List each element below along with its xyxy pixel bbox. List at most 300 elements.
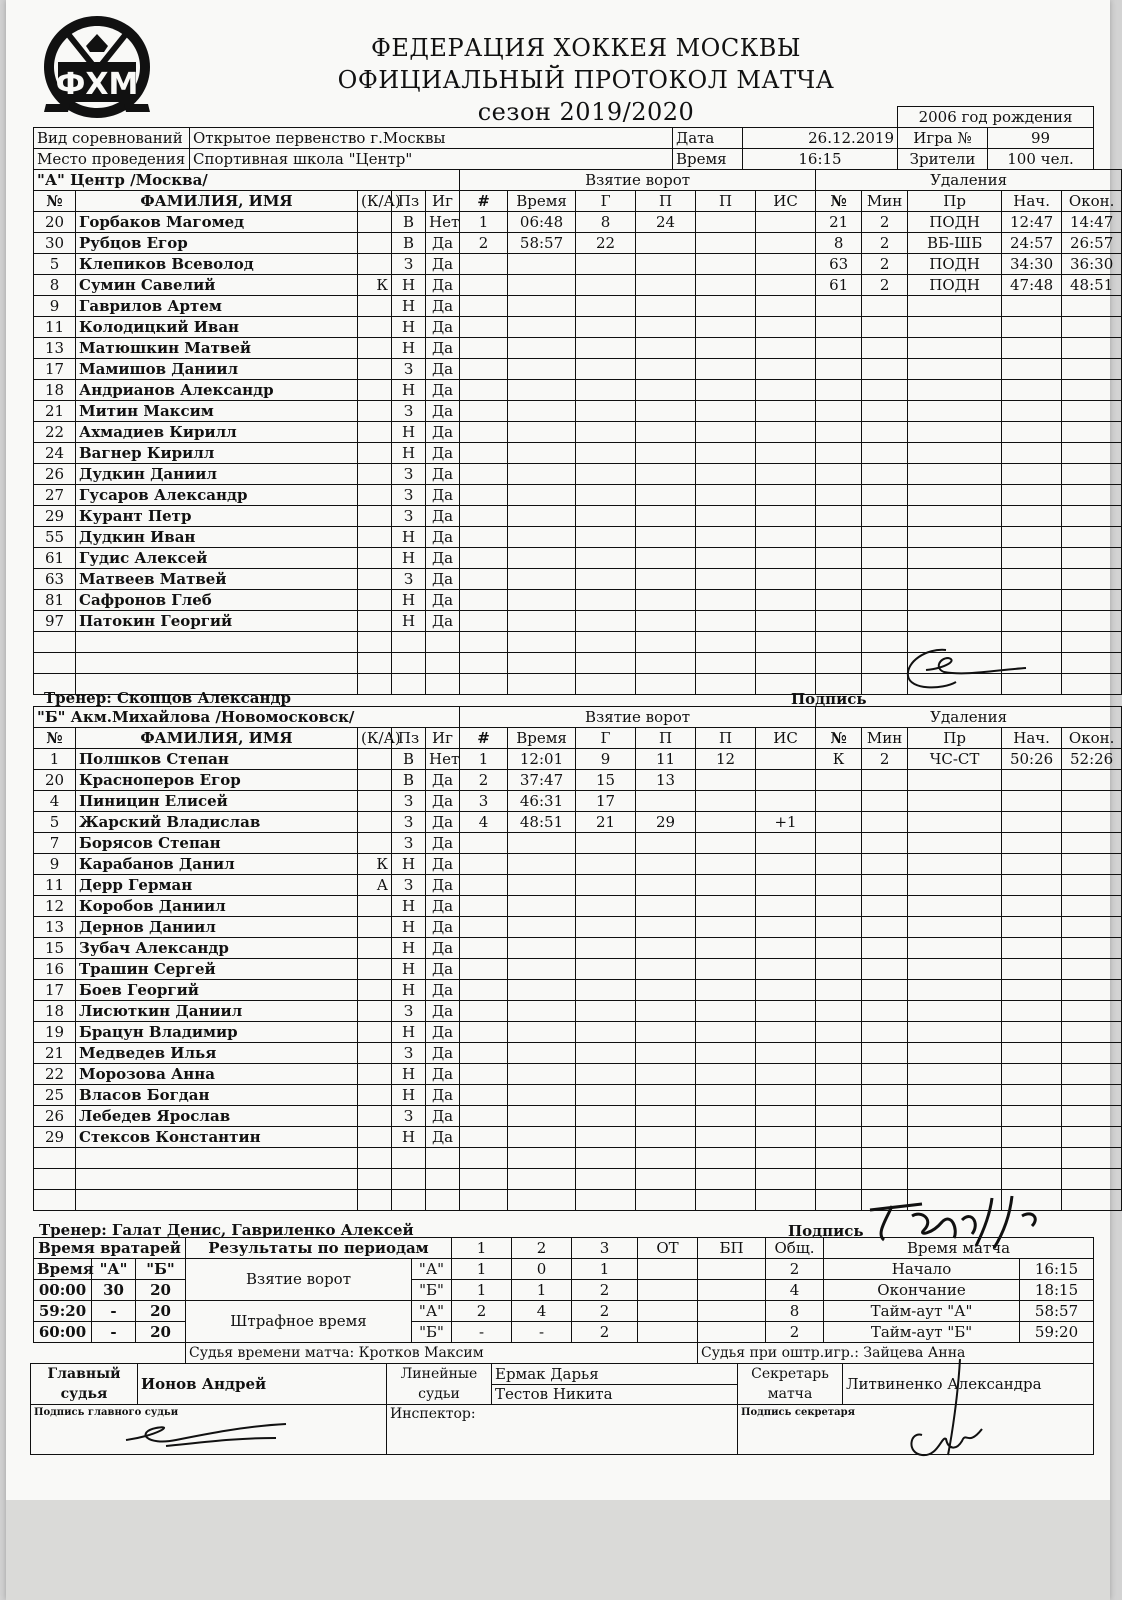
player-name: Лисюткин Даниил xyxy=(76,1001,358,1022)
penalty-reason xyxy=(908,1043,1002,1064)
penalty-player xyxy=(816,317,862,338)
goal-scorer xyxy=(576,896,636,917)
penalty-end xyxy=(1062,674,1122,695)
goal-assist-2 xyxy=(696,569,756,590)
player-name: Брацун Владимир xyxy=(76,1022,358,1043)
player-number: 13 xyxy=(34,338,76,359)
penalty-reason xyxy=(908,464,1002,485)
gk-b-header: "Б" xyxy=(136,1259,186,1280)
player-role xyxy=(358,1085,392,1106)
penalty-reason xyxy=(908,791,1002,812)
penalty-reason xyxy=(908,1001,1002,1022)
goal-assist-2 xyxy=(696,254,756,275)
goal-time xyxy=(508,959,576,980)
goal-situation: +1 xyxy=(756,812,816,833)
goal-assist-2 xyxy=(696,233,756,254)
team-a-name: "А" Центр /Москва/ xyxy=(34,170,460,191)
goal-assist-1 xyxy=(636,959,696,980)
goal-number xyxy=(460,317,508,338)
table-row xyxy=(34,338,1122,359)
col-header-name: ФАМИЛИЯ, ИМЯ xyxy=(76,191,358,212)
goal-number xyxy=(460,1106,508,1127)
goal-assist-1 xyxy=(636,632,696,653)
player-name xyxy=(76,1190,358,1211)
goal-assist-1 xyxy=(636,1106,696,1127)
game-value: 99 xyxy=(988,128,1094,149)
player-role xyxy=(358,938,392,959)
goal-assist-2 xyxy=(696,938,756,959)
goal-number xyxy=(460,338,508,359)
player-number: 4 xyxy=(34,791,76,812)
penalty-player xyxy=(816,1190,862,1211)
player-role xyxy=(358,1043,392,1064)
goal-scorer xyxy=(576,1106,636,1127)
goal-situation xyxy=(756,1064,816,1085)
penalty-start xyxy=(1002,1043,1062,1064)
player-position: Н xyxy=(392,1127,426,1148)
player-role xyxy=(358,422,392,443)
player-played: Да xyxy=(426,791,460,812)
goal-scorer: 8 xyxy=(576,212,636,233)
goal-assist-1: 24 xyxy=(636,212,696,233)
penalty-player xyxy=(816,422,862,443)
player-played xyxy=(426,1148,460,1169)
col-header-p-min: Мин xyxy=(862,191,908,212)
player-position: З xyxy=(392,569,426,590)
penalty-minutes xyxy=(862,422,908,443)
penalty-minutes xyxy=(862,464,908,485)
period-2-header: 2 xyxy=(512,1238,572,1259)
penalty-minutes xyxy=(862,917,908,938)
penalty-start xyxy=(1002,422,1062,443)
goal-situation xyxy=(756,1169,816,1190)
player-number: 1 xyxy=(34,749,76,770)
col-header-num: № xyxy=(34,728,76,749)
goal-situation xyxy=(756,548,816,569)
player-name: Лебедев Ярослав xyxy=(76,1106,358,1127)
player-position: Н xyxy=(392,896,426,917)
team-a-goals-title: Взятие ворот xyxy=(460,170,816,191)
goal-assist-2 xyxy=(696,275,756,296)
penalty-end xyxy=(1062,506,1122,527)
penalty-start xyxy=(1002,770,1062,791)
goal-assist-1 xyxy=(636,653,696,674)
team-b-coach: Тренер: Галат Денис, Гавриленко Алексей xyxy=(39,1221,414,1239)
goal-situation xyxy=(756,527,816,548)
goal-assist-1 xyxy=(636,917,696,938)
penalty-end xyxy=(1062,1001,1122,1022)
penalty-start xyxy=(1002,653,1062,674)
player-role xyxy=(358,980,392,1001)
start-value: 16:15 xyxy=(1020,1259,1094,1280)
goal-number xyxy=(460,833,508,854)
player-played xyxy=(426,674,460,695)
player-played: Да xyxy=(426,875,460,896)
gk-row-a: 30 xyxy=(92,1280,136,1301)
goal-assist-1 xyxy=(636,1169,696,1190)
goal-assist-2 xyxy=(696,380,756,401)
penalty-minutes xyxy=(862,1022,908,1043)
logo-text: ФХМ xyxy=(55,67,139,102)
timeout-b-value: 59:20 xyxy=(1020,1322,1094,1343)
player-name xyxy=(76,1148,358,1169)
goal-time: 46:31 xyxy=(508,791,576,812)
player-number: 81 xyxy=(34,590,76,611)
paper-shadow xyxy=(6,1500,1110,1600)
player-number xyxy=(34,653,76,674)
player-number: 21 xyxy=(34,1043,76,1064)
penalty-end xyxy=(1062,1127,1122,1148)
goal-time: 12:01 xyxy=(508,749,576,770)
goal-time xyxy=(508,875,576,896)
penalty-start: 50:26 xyxy=(1002,749,1062,770)
goal-situation xyxy=(756,611,816,632)
goals-b-p1: 1 xyxy=(452,1280,512,1301)
goal-number xyxy=(460,1001,508,1022)
goal-assist-2 xyxy=(696,833,756,854)
goal-situation xyxy=(756,1085,816,1106)
goal-scorer xyxy=(576,1085,636,1106)
player-number: 11 xyxy=(34,317,76,338)
penalty-reason xyxy=(908,1022,1002,1043)
goal-situation xyxy=(756,1106,816,1127)
goal-number xyxy=(460,275,508,296)
goal-situation xyxy=(756,1148,816,1169)
penalty-minutes xyxy=(862,338,908,359)
penalty-minutes xyxy=(862,653,908,674)
penalty-start xyxy=(1002,833,1062,854)
penalty-player: 61 xyxy=(816,275,862,296)
goal-number: 3 xyxy=(460,791,508,812)
penalty-player xyxy=(816,464,862,485)
goal-situation xyxy=(756,1190,816,1211)
penalty-end: 26:57 xyxy=(1062,233,1122,254)
goal-scorer xyxy=(576,1169,636,1190)
penalty-minutes xyxy=(862,854,908,875)
penalty-end: 52:26 xyxy=(1062,749,1122,770)
player-role xyxy=(358,569,392,590)
penalty-start xyxy=(1002,875,1062,896)
goal-assist-2 xyxy=(696,632,756,653)
penalty-end xyxy=(1062,401,1122,422)
table-row xyxy=(34,317,1122,338)
gk-row-time: 59:20 xyxy=(34,1301,92,1322)
goal-situation xyxy=(756,854,816,875)
summary-table xyxy=(33,1237,1094,1364)
goal-assist-1 xyxy=(636,611,696,632)
goal-assist-2 xyxy=(696,359,756,380)
penalty-minutes: 2 xyxy=(862,233,908,254)
goal-number: 2 xyxy=(460,770,508,791)
col-header-pz: Пз xyxy=(392,728,426,749)
player-name: Зубач Александр xyxy=(76,938,358,959)
linesman-2: Тестов Никита xyxy=(495,1384,613,1403)
penalty-start xyxy=(1002,1064,1062,1085)
penalty-player xyxy=(816,980,862,1001)
player-position: Н xyxy=(392,548,426,569)
player-name: Борясов Степан xyxy=(76,833,358,854)
penalty-reason xyxy=(908,485,1002,506)
goal-time xyxy=(508,506,576,527)
goal-number xyxy=(460,569,508,590)
goal-assist-1 xyxy=(636,275,696,296)
penalty-end xyxy=(1062,1022,1122,1043)
penalty-start: 24:57 xyxy=(1002,233,1062,254)
goal-situation xyxy=(756,506,816,527)
goal-assist-1 xyxy=(636,1190,696,1211)
penalty-start xyxy=(1002,980,1062,1001)
secretary-label-2: матча xyxy=(767,1386,813,1402)
penalty-minutes xyxy=(862,1190,908,1211)
col-header-p-start: Нач. xyxy=(1002,191,1062,212)
goal-assist-2 xyxy=(696,770,756,791)
player-name: Гаврилов Артем xyxy=(76,296,358,317)
penalty-start xyxy=(1002,296,1062,317)
player-played: Да xyxy=(426,938,460,959)
goal-time xyxy=(508,275,576,296)
player-number: 61 xyxy=(34,548,76,569)
goal-time xyxy=(508,338,576,359)
goal-time xyxy=(508,938,576,959)
player-name: Полшков Степан xyxy=(76,749,358,770)
player-played: Нет xyxy=(426,212,460,233)
goal-number xyxy=(460,1064,508,1085)
player-number: 19 xyxy=(34,1022,76,1043)
goal-time xyxy=(508,380,576,401)
penalty-start xyxy=(1002,380,1062,401)
goal-assist-2 xyxy=(696,338,756,359)
penalty-start xyxy=(1002,506,1062,527)
goal-assist-2 xyxy=(696,1190,756,1211)
goal-assist-2 xyxy=(696,1001,756,1022)
player-role xyxy=(358,749,392,770)
player-number: 15 xyxy=(34,938,76,959)
table-row xyxy=(34,611,1122,632)
player-played: Да xyxy=(426,959,460,980)
linesman-1: Ермак Дарья xyxy=(492,1365,737,1385)
pen-b-bp xyxy=(698,1322,766,1343)
main-judge-label xyxy=(31,1364,138,1405)
goal-assist-2 xyxy=(696,548,756,569)
penalty-reason xyxy=(908,380,1002,401)
goal-time xyxy=(508,527,576,548)
col-header-ka: (К/А) xyxy=(358,728,392,749)
penalty-minutes xyxy=(862,1085,908,1106)
goal-scorer xyxy=(576,317,636,338)
col-header-g-is: ИС xyxy=(756,728,816,749)
player-position xyxy=(392,1148,426,1169)
player-role xyxy=(358,632,392,653)
goal-assist-2 xyxy=(696,443,756,464)
penalty-player xyxy=(816,833,862,854)
goals-b-bp xyxy=(698,1280,766,1301)
goal-assist-1 xyxy=(636,896,696,917)
goal-time xyxy=(508,632,576,653)
main-judge-sign-area: Подпись главного судьи xyxy=(31,1405,387,1455)
penalty-end xyxy=(1062,296,1122,317)
goals-a-ot xyxy=(638,1259,698,1280)
penalty-reason xyxy=(908,506,1002,527)
penalty-reason xyxy=(908,338,1002,359)
penalty-minutes: 2 xyxy=(862,749,908,770)
period-3-header: 3 xyxy=(572,1238,638,1259)
penalty-player: 8 xyxy=(816,233,862,254)
player-position: Н xyxy=(392,980,426,1001)
penalty-player: 21 xyxy=(816,212,862,233)
player-number: 7 xyxy=(34,833,76,854)
player-role xyxy=(358,1169,392,1190)
player-position: З xyxy=(392,833,426,854)
penalty-start xyxy=(1002,569,1062,590)
goal-assist-2 xyxy=(696,896,756,917)
timeout-a-value: 58:57 xyxy=(1020,1301,1094,1322)
table-row xyxy=(34,1043,1122,1064)
player-number: 24 xyxy=(34,443,76,464)
goal-number xyxy=(460,590,508,611)
player-played: Да xyxy=(426,1043,460,1064)
goal-situation xyxy=(756,770,816,791)
player-number: 97 xyxy=(34,611,76,632)
goal-number xyxy=(460,959,508,980)
player-number: 30 xyxy=(34,233,76,254)
gk-a-header: "А" xyxy=(92,1259,136,1280)
player-number: 26 xyxy=(34,1106,76,1127)
penalty-player xyxy=(816,380,862,401)
goal-number xyxy=(460,632,508,653)
goal-situation xyxy=(756,653,816,674)
penalty-start xyxy=(1002,611,1062,632)
goal-number xyxy=(460,854,508,875)
game-label: Игра № xyxy=(898,128,988,149)
player-number: 27 xyxy=(34,485,76,506)
goal-assist-1 xyxy=(636,464,696,485)
penalty-player: К xyxy=(816,749,862,770)
player-name: Боев Георгий xyxy=(76,980,358,1001)
penalty-minutes xyxy=(862,674,908,695)
protocol-title: ОФИЦИАЛЬНЫЙ ПРОТОКОЛ МАТЧА xyxy=(337,66,835,94)
goal-number xyxy=(460,611,508,632)
goal-situation xyxy=(756,485,816,506)
player-number: 18 xyxy=(34,1001,76,1022)
goal-assist-1 xyxy=(636,527,696,548)
table-row xyxy=(34,938,1122,959)
player-played: Да xyxy=(426,506,460,527)
player-position: Н xyxy=(392,527,426,548)
goal-assist-2 xyxy=(696,296,756,317)
player-position: З xyxy=(392,1043,426,1064)
match-info-table xyxy=(33,106,1094,170)
goal-number xyxy=(460,359,508,380)
penalty-end xyxy=(1062,938,1122,959)
goal-assist-2 xyxy=(696,506,756,527)
table-row xyxy=(34,464,1122,485)
goal-assist-2 xyxy=(696,1169,756,1190)
goal-assist-1 xyxy=(636,1127,696,1148)
goal-scorer xyxy=(576,938,636,959)
player-played: Да xyxy=(426,1022,460,1043)
player-position: В xyxy=(392,749,426,770)
time-label: Время xyxy=(673,149,743,170)
player-played xyxy=(426,1169,460,1190)
goal-assist-2 xyxy=(696,611,756,632)
player-number: 22 xyxy=(34,1064,76,1085)
player-number: 29 xyxy=(34,1127,76,1148)
player-name: Мамишов Даниил xyxy=(76,359,358,380)
player-played xyxy=(426,632,460,653)
player-name xyxy=(76,653,358,674)
penalty-end xyxy=(1062,338,1122,359)
goal-assist-2 xyxy=(696,485,756,506)
goal-situation xyxy=(756,1043,816,1064)
goal-scorer xyxy=(576,917,636,938)
penalty-reason xyxy=(908,1085,1002,1106)
player-played xyxy=(426,1190,460,1211)
penalty-start xyxy=(1002,1169,1062,1190)
penalty-reason xyxy=(908,569,1002,590)
penalty-end xyxy=(1062,1148,1122,1169)
penalty-reason xyxy=(908,527,1002,548)
penalty-player xyxy=(816,1148,862,1169)
penalty-end xyxy=(1062,464,1122,485)
goal-assist-2 xyxy=(696,1064,756,1085)
goal-assist-1: 29 xyxy=(636,812,696,833)
player-position: Н xyxy=(392,854,426,875)
goal-number xyxy=(460,401,508,422)
goal-scorer xyxy=(576,338,636,359)
penalty-player xyxy=(816,917,862,938)
goal-scorer xyxy=(576,674,636,695)
goal-assist-2 xyxy=(696,875,756,896)
penalty-reason xyxy=(908,548,1002,569)
table-row xyxy=(34,791,1122,812)
player-position: В xyxy=(392,212,426,233)
goal-situation xyxy=(756,401,816,422)
goal-assist-2 xyxy=(696,527,756,548)
table-row xyxy=(34,569,1122,590)
penalty-reason xyxy=(908,1169,1002,1190)
penalty-minutes: 2 xyxy=(862,254,908,275)
goal-time xyxy=(508,254,576,275)
goal-scorer xyxy=(576,959,636,980)
goal-situation xyxy=(756,275,816,296)
pen-b-label: "Б" xyxy=(412,1322,452,1343)
goal-number xyxy=(460,506,508,527)
table-row xyxy=(34,1022,1122,1043)
goal-assist-2 xyxy=(696,1085,756,1106)
goal-time xyxy=(508,590,576,611)
penalty-end xyxy=(1062,359,1122,380)
penalty-end xyxy=(1062,443,1122,464)
goal-assist-1 xyxy=(636,833,696,854)
penalty-end xyxy=(1062,896,1122,917)
goals-b-label: "Б" xyxy=(412,1280,452,1301)
penalty-start xyxy=(1002,401,1062,422)
goal-assist-2 xyxy=(696,980,756,1001)
goal-scorer xyxy=(576,653,636,674)
player-role xyxy=(358,1127,392,1148)
player-position xyxy=(392,653,426,674)
player-played: Да xyxy=(426,569,460,590)
goal-situation xyxy=(756,791,816,812)
player-number: 20 xyxy=(34,212,76,233)
player-role xyxy=(358,527,392,548)
goal-time xyxy=(508,1022,576,1043)
penalty-start xyxy=(1002,674,1062,695)
player-played: Да xyxy=(426,527,460,548)
pen-a-p3: 2 xyxy=(572,1301,638,1322)
col-header-g-time: Время xyxy=(508,728,576,749)
penalty-start xyxy=(1002,359,1062,380)
